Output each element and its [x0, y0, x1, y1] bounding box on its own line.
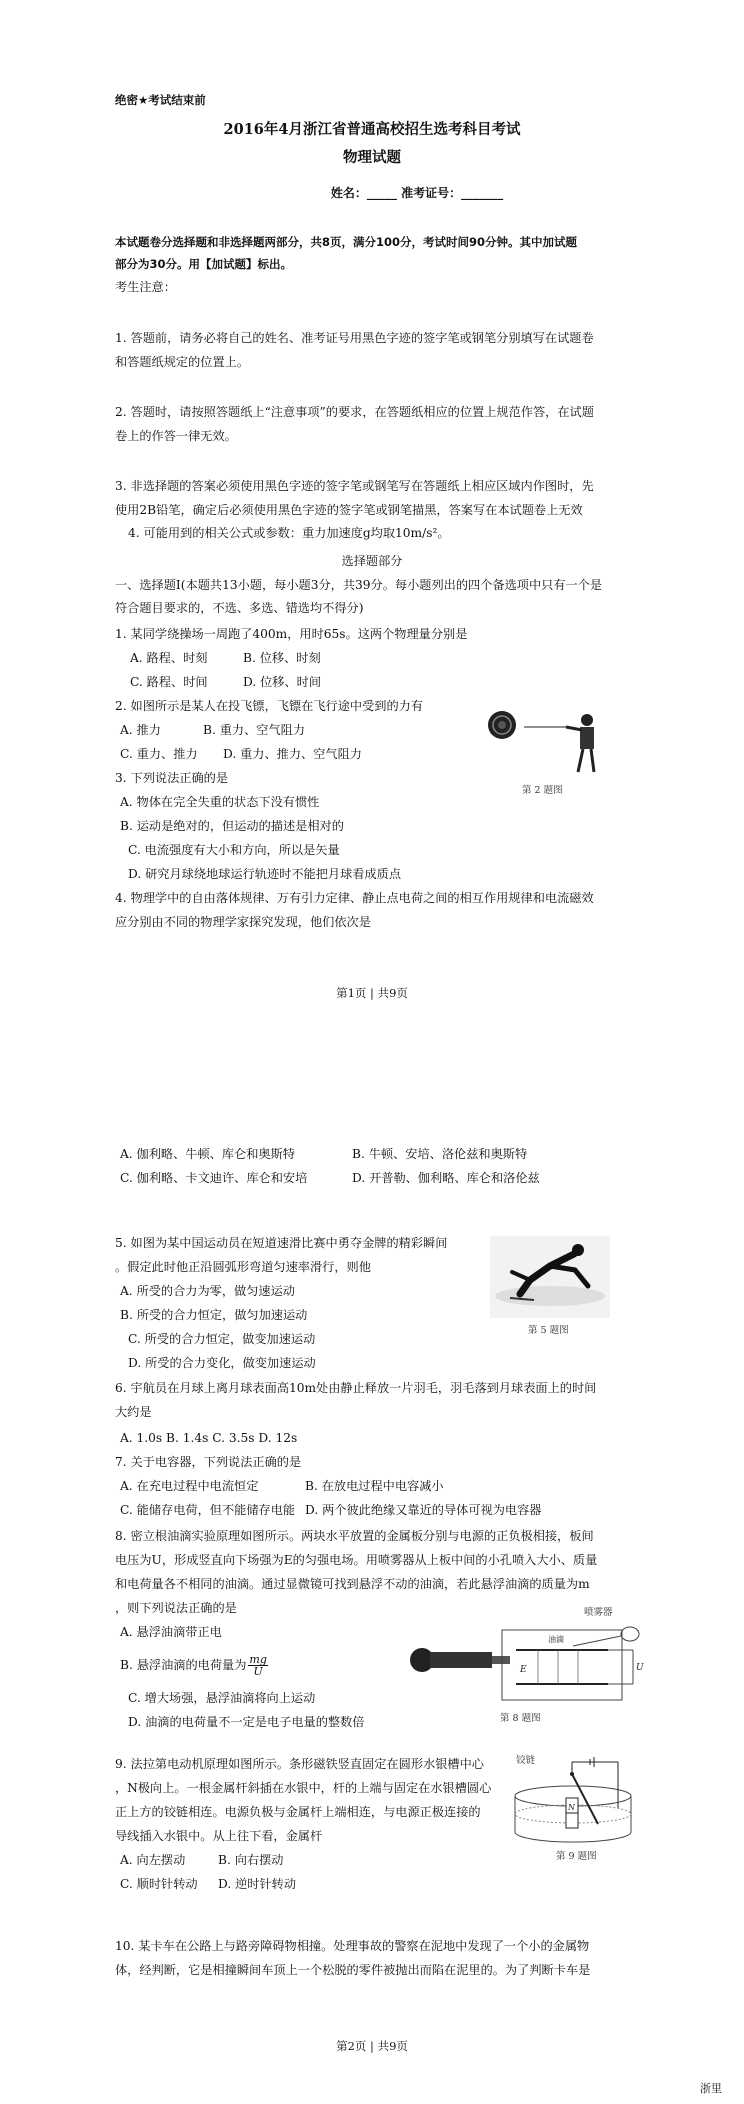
q5-option-c: C. 所受的合力恒定，做变加速运动 — [128, 1332, 316, 1346]
q8-figure-caption: 第 8 题图 — [500, 1713, 541, 1724]
speed-skater-figure — [490, 1236, 610, 1318]
q7-stem: 7. 关于电容器，下列说法正确的是 — [115, 1455, 302, 1469]
q7-option-d: D. 两个彼此绝缘又靠近的导体可视为电容器 — [305, 1503, 542, 1517]
section-inst-1: 一、选择题Ⅰ(本题共13小题，每小题3分，共39分。每小题列出的四个备选项中只有一个是 — [115, 578, 603, 592]
intro-line-2: 部分为30分。用【加试题】标出。 — [115, 257, 293, 271]
q2-option-c: C. 重力、推力 — [120, 747, 198, 761]
q2-figure-caption: 第 2 题图 — [522, 785, 563, 796]
q8-option-b-text: B. 悬浮油滴的电荷量为 — [120, 1658, 247, 1672]
q5-option-a: A. 所受的合力为零，做匀速运动 — [120, 1284, 295, 1298]
note-3b: 使用2B铅笔，确定后必须使用黑色字迹的签字笔或钢笔描黑，答案写在本试题卷上无效 — [115, 503, 583, 517]
millikan-apparatus-figure — [408, 1620, 648, 1708]
q3-option-d: D. 研究月球绕地球运行轨迹时不能把月球看成质点 — [128, 867, 402, 881]
section-inst-2: 符合题目要求的，不选、多选、错选均不得分) — [115, 601, 364, 615]
q8-frac-denominator: U — [253, 1665, 263, 1678]
note-3a: 3. 非选择题的答案必须使用黑色字迹的签字笔或钢笔写在答题纸上相应区域内作图时，先 — [115, 479, 594, 493]
corner-watermark: 浙里 — [700, 2082, 722, 2095]
q7-option-b: B. 在放电过程中电容减小 — [305, 1479, 444, 1493]
q9-stem-4: 导线插入水银中。从上往下看，金属杆 — [115, 1829, 323, 1843]
q4-option-a: A. 伽利略、牛顿、库仑和奥斯特 — [120, 1147, 295, 1161]
q9-option-c: C. 顺时针转动 — [120, 1877, 198, 1891]
q1-option-a: A. 路程、时刻 — [130, 651, 208, 665]
note-2b: 卷上的作答一律无效。 — [115, 429, 237, 443]
intro-line-1: 本试题卷分选择题和非选择题两部分，共8页，满分100分，考试时间90分钟。其中加试题 — [115, 235, 578, 249]
q2-option-d: D. 重力、推力、空气阻力 — [223, 747, 362, 761]
q7-option-c: C. 能储存电荷，但不能储存电能 — [120, 1503, 296, 1517]
q9-stem-3: 正上方的铰链相连。电源负极与金属杆上端相连，与电源正极连接的 — [115, 1805, 481, 1819]
page-1-footer: 第1页 | 共9页 — [336, 986, 408, 1000]
q8-option-d: D. 油滴的电荷量不一定是电子电量的整数倍 — [128, 1715, 365, 1729]
q5-stem-2: 。假定此时他正沿圆弧形弯道匀速率滑行，则他 — [115, 1260, 371, 1274]
q4-stem-2: 应分别由不同的物理学家探究发现，他们依次是 — [115, 915, 371, 929]
hinge-label: 铰链 — [516, 1755, 536, 1766]
q6-stem-1: 6. 宇航员在月球上离月球表面高10m处由静止释放一片羽毛，羽毛落到月球表面上的时间 — [115, 1381, 597, 1395]
field-e-label: E — [520, 1665, 527, 1675]
q1-option-c: C. 路程、时间 — [130, 675, 208, 689]
note-4: 4. 可能用到的相关公式或参数：重力加速度g均取10m/s²。 — [128, 526, 450, 540]
notes-title: 考生注意： — [115, 280, 176, 294]
north-pole-label: N — [568, 1803, 575, 1812]
q4-option-c: C. 伽利略、卡文迪许、库仑和安培 — [120, 1171, 308, 1185]
q5-option-b: B. 所受的合力恒定，做匀加速运动 — [120, 1308, 308, 1322]
q8-stem-2: 电压为U，形成竖直向下场强为E的匀强电场。用喷雾器从上板中间的小孔喷入大小、质量 — [115, 1553, 598, 1567]
q10-stem-2: 体，经判断，它是相撞瞬间车顶上一个松脱的零件被抛出而陷在泥里的。为了判断卡车是 — [115, 1963, 591, 1977]
voltage-u-label: U — [636, 1663, 644, 1673]
oil-drop-label: 油滴 — [548, 1635, 564, 1644]
q3-option-a: A. 物体在完全失重的状态下没有惯性 — [120, 795, 320, 809]
q6-options: A. 1.0s B. 1.4s C. 3.5s D. 12s — [120, 1431, 298, 1445]
q7-option-a: A. 在充电过程中电流恒定 — [120, 1479, 259, 1493]
note-1a: 1. 答题前，请务必将自己的姓名、准考证号用黑色字迹的签字笔或钢笔分别填写在试题卷 — [115, 331, 594, 345]
q1-option-b: B. 位移、时刻 — [243, 651, 321, 665]
q4-option-d: D. 开普勒、伽利略、库仑和洛伦兹 — [352, 1171, 540, 1185]
q9-figure-caption: 第 9 题图 — [556, 1851, 597, 1862]
q9-stem-2: ，N极向上。一根金属杆斜插在水银中，杆的上端与固定在水银槽圆心 — [115, 1781, 492, 1795]
q3-stem: 3. 下列说法正确的是 — [115, 771, 229, 785]
q8-stem-1: 8. 密立根油滴实验原理如图所示。两块水平放置的金属板分别与电源的正负极相接，板间 — [115, 1529, 594, 1543]
section-title: 选择题部分 — [341, 554, 403, 568]
exam-title: 2016年4月浙江省普通高校招生选考科目考试 — [223, 121, 521, 138]
q4-stem-1: 4. 物理学中的自由落体规律、万有引力定律、静止点电荷之间的相互作用规律和电流磁效 — [115, 891, 594, 905]
q9-option-a: A. 向左摆动 — [120, 1853, 186, 1867]
q9-option-b: B. 向右摆动 — [218, 1853, 284, 1867]
q9-stem-1: 9. 法拉第电动机原理如图所示。条形磁铁竖直固定在圆形水银槽中心 — [115, 1757, 484, 1771]
q4-option-b: B. 牛顿、安培、洛伦兹和奥斯特 — [352, 1147, 528, 1161]
dart-thrower-figure — [484, 700, 614, 780]
q3-option-c: C. 电流强度有大小和方向，所以是矢量 — [128, 843, 340, 857]
q8-stem-4: ，则下列说法正确的是 — [115, 1601, 237, 1615]
q3-option-b: B. 运动是绝对的，但运动的描述是相对的 — [120, 819, 344, 833]
subject-title: 物理试题 — [343, 149, 401, 166]
q5-stem-1: 5. 如图为某中国运动员在短道速滑比赛中勇夺金牌的精彩瞬间 — [115, 1236, 448, 1250]
q5-figure-caption: 第 5 题图 — [528, 1325, 569, 1336]
q8-stem-3: 和电荷量各不相同的油滴。通过显微镜可找到悬浮不动的油滴，若此悬浮油滴的质量为m — [115, 1577, 590, 1591]
page-2-footer: 第2页 | 共9页 — [336, 2039, 408, 2053]
q2-option-b: B. 重力、空气阻力 — [203, 723, 306, 737]
q2-option-a: A. 推力 — [120, 723, 161, 737]
q2-stem: 2. 如图所示是某人在投飞镖，飞镖在飞行途中受到的力有 — [115, 699, 424, 713]
note-1b: 和答题纸规定的位置上。 — [115, 355, 250, 369]
note-2a: 2. 答题时，请按照答题纸上“注意事项”的要求，在答题纸相应的位置上规范作答，在试题 — [115, 405, 594, 419]
q1-option-d: D. 位移、时间 — [243, 675, 322, 689]
q10-stem-1: 10. 某卡车在公路上与路旁障碍物相撞。处理事故的警察在泥地中发现了一个小的金属物 — [115, 1939, 590, 1953]
q8-option-b — [120, 1654, 268, 1677]
secret-label: 绝密★考试结束前 — [115, 93, 206, 107]
q1-stem: 1. 某同学绕操场一周跑了400m，用时65s。这两个物理量分别是 — [115, 627, 468, 641]
sprayer-label: 喷雾器 — [584, 1607, 613, 1618]
faraday-motor-figure — [508, 1756, 638, 1846]
q6-stem-2: 大约是 — [115, 1405, 152, 1419]
q8-option-b-fraction — [248, 1654, 267, 1677]
q5-option-d: D. 所受的合力变化，做变加速运动 — [128, 1356, 316, 1370]
q8-option-a: A. 悬浮油滴带正电 — [120, 1625, 222, 1639]
q8-frac-numerator: mg — [249, 1653, 267, 1666]
name-id-line: 姓名：_____ 准考证号：_______ — [330, 186, 504, 200]
q8-option-c: C. 增大场强，悬浮油滴将向上运动 — [128, 1691, 316, 1705]
q9-option-d: D. 逆时针转动 — [218, 1877, 297, 1891]
